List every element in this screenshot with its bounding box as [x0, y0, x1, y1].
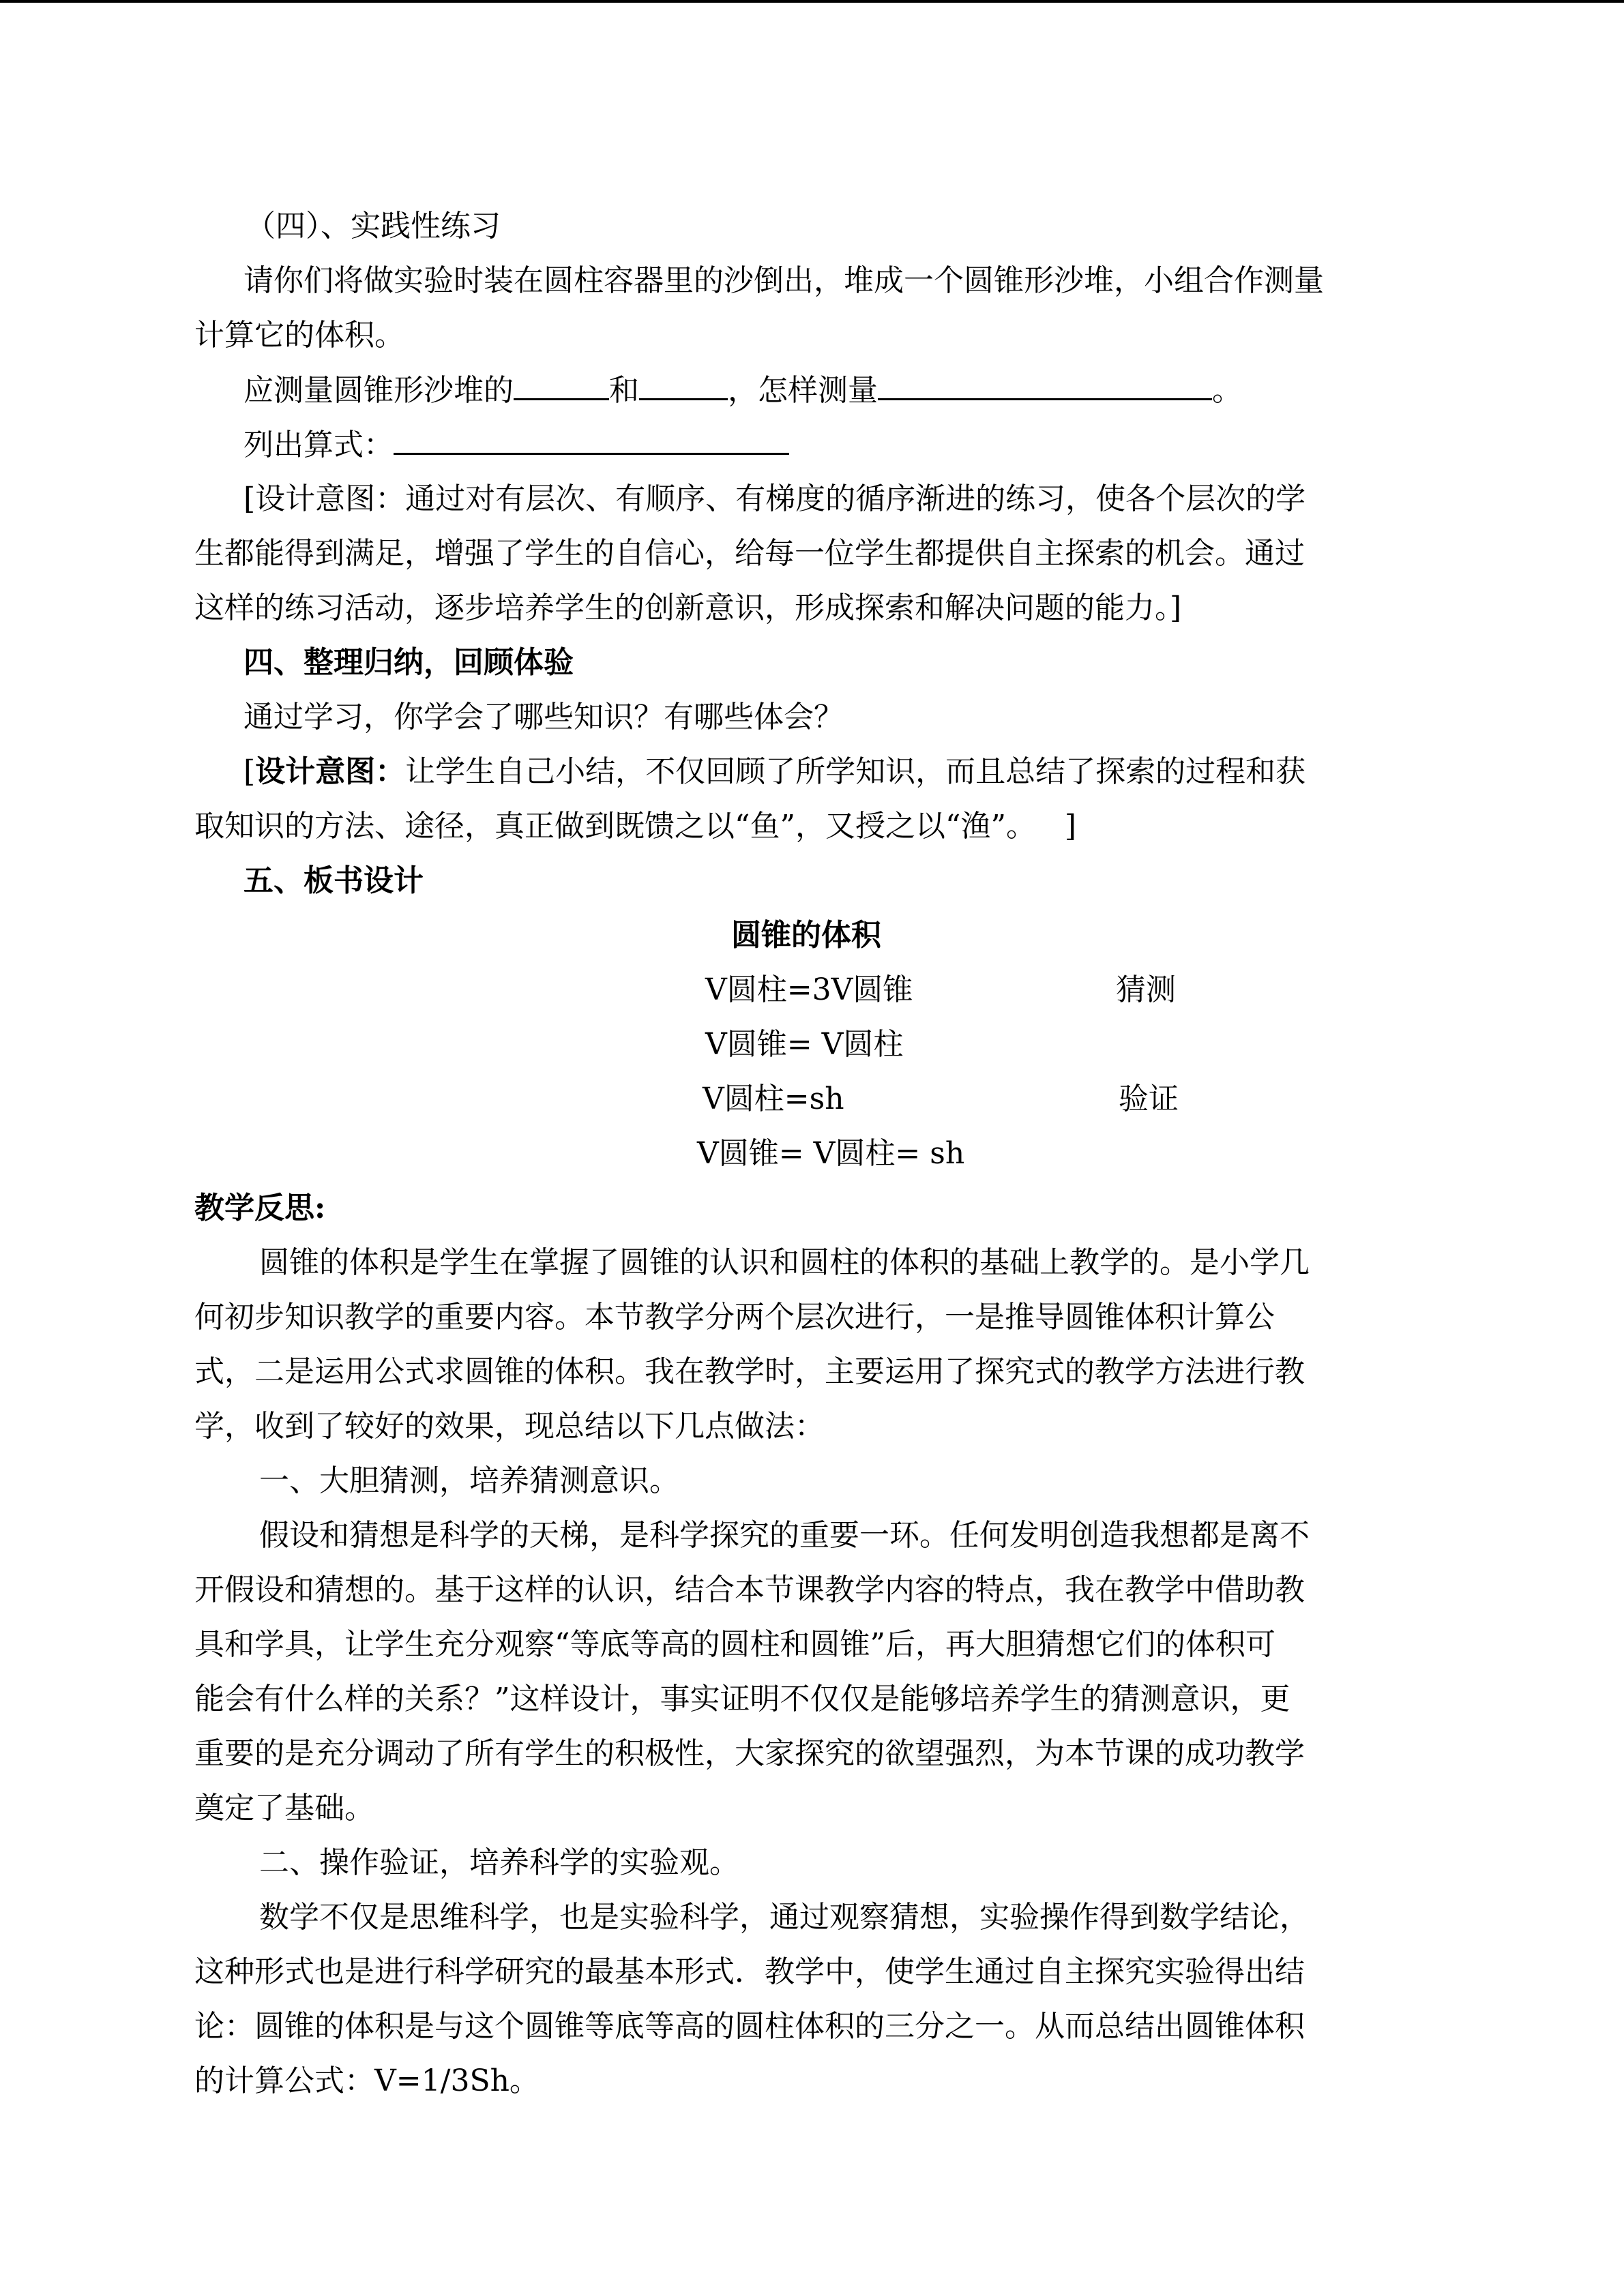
design-intent-1-line-1: [设计意图：通过对有层次、有顺序、有梯度的循序渐进的练习，使各个层次的学 — [243, 481, 1306, 516]
measure-question: 应测量圆锥形沙堆的 和 ，怎样测量 。 — [243, 363, 1242, 418]
formula-question: 列出算式： — [243, 417, 789, 473]
reflection-p2-line-1: 假设和猜想是科学的天梯，是科学探究的重要一环。任何发明创造我想都是离不 — [259, 1518, 1310, 1553]
reflection-p3-line-3: 论：圆锥的体积是与这个圆锥等底等高的圆柱体积的三分之一。从而总结出圆锥体积 — [194, 2009, 1305, 2044]
reflection-p1-line-1: 圆锥的体积是学生在掌握了圆锥的认识和圆柱的体积的基础上教学的。是小学几 — [259, 1245, 1310, 1280]
reflection-p1-line-2: 何初步知识教学的重要内容。本节教学分两个层次进行，一是推导圆锥体积计算公 — [194, 1300, 1275, 1335]
board-formula-4: V圆锥= V圆柱= sh — [697, 1136, 965, 1171]
practice-paragraph-line-2: 计算它的体积。 — [194, 318, 404, 353]
design-intent-2-line-1: [设计意图：让学生自己小结，不仅回顾了所学知识，而且总结了探索的过程和获 — [243, 754, 1306, 789]
reflection-heading: 教学反思: — [194, 1191, 326, 1225]
reflection-p2-line-6: 奠定了基础。 — [194, 1791, 374, 1825]
reflection-point-2-heading: 二、操作验证，培养科学的实验观。 — [259, 1845, 739, 1880]
board-label-guess: 猜测 — [1116, 972, 1176, 1007]
board-formula-1: V圆柱=3V圆锥 — [705, 972, 913, 1007]
fill-blank-1[interactable] — [514, 363, 609, 400]
design-intent-1-line-3: 这样的练习活动，逐步培养学生的创新意识，形成探索和解决问题的能力。] — [194, 591, 1182, 625]
section-four-heading: 四、整理归纳，回顾体验 — [243, 645, 574, 680]
reflection-p2-line-3: 具和学具，让学生充分观察“等底等高的圆柱和圆锥”后，再大胆猜想它们的体积可 — [194, 1627, 1275, 1662]
board-label-verify: 验证 — [1119, 1082, 1179, 1116]
board-formula-3: V圆柱=sh — [703, 1082, 844, 1116]
reflection-p2-line-5: 重要的是充分调动了所有学生的积极性，大家探究的欲望强烈，为本节课的成功教学 — [194, 1736, 1305, 1771]
page-top-border — [0, 0, 1624, 3]
reflection-p2-line-4: 能会有什么样的关系？”这样设计，事实证明不仅仅是能够培养学生的猜测意识，更 — [194, 1682, 1290, 1716]
fill-blank-2[interactable] — [639, 363, 728, 400]
reflection-p2-line-2: 开假设和猜想的。基于这样的认识，结合本节课教学内容的特点，我在教学中借助教 — [194, 1572, 1305, 1607]
design-intent-1-line-2: 生都能得到满足，增强了学生的自信心，给每一位学生都提供自主探索的机会。通过 — [194, 536, 1305, 571]
fill-blank-formula[interactable] — [394, 417, 789, 455]
reflection-p3-line-2: 这种形式也是进行科学研究的最基本形式．教学中，使学生通过自主探究实验得出结 — [194, 1954, 1305, 1989]
practice-heading: （四）、实践性练习 — [246, 209, 501, 243]
section-five-heading: 五、板书设计 — [243, 863, 424, 898]
practice-paragraph-line-1: 请你们将做实验时装在圆柱容器里的沙倒出，堆成一个圆锥形沙堆，小组合作测量 — [243, 263, 1324, 298]
reflection-p3-line-1: 数学不仅是思维科学，也是实验科学，通过观察猜想，实验操作得到数学结论， — [259, 1900, 1310, 1935]
board-title: 圆锥的体积 — [731, 918, 881, 953]
reflection-p1-line-3: 式，二是运用公式求圆锥的体积。我在教学时，主要运用了探究式的教学方法进行教 — [194, 1354, 1305, 1389]
summary-question: 通过学习，你学会了哪些知识？有哪些体会？ — [243, 700, 844, 734]
reflection-p1-line-4: 学，收到了较好的效果，现总结以下几点做法： — [194, 1409, 825, 1444]
board-formula-2: V圆锥= V圆柱 — [705, 1027, 904, 1062]
reflection-point-1-heading: 一、大胆猜测，培养猜测意识。 — [259, 1463, 679, 1498]
fill-blank-3[interactable] — [878, 363, 1212, 400]
reflection-p3-line-4: 的计算公式：V=1/3Sh。 — [194, 2063, 540, 2098]
design-intent-2-line-2: 取知识的方法、途径，真正做到既馈之以“鱼”，又授之以“渔”。 ] — [194, 809, 1077, 844]
